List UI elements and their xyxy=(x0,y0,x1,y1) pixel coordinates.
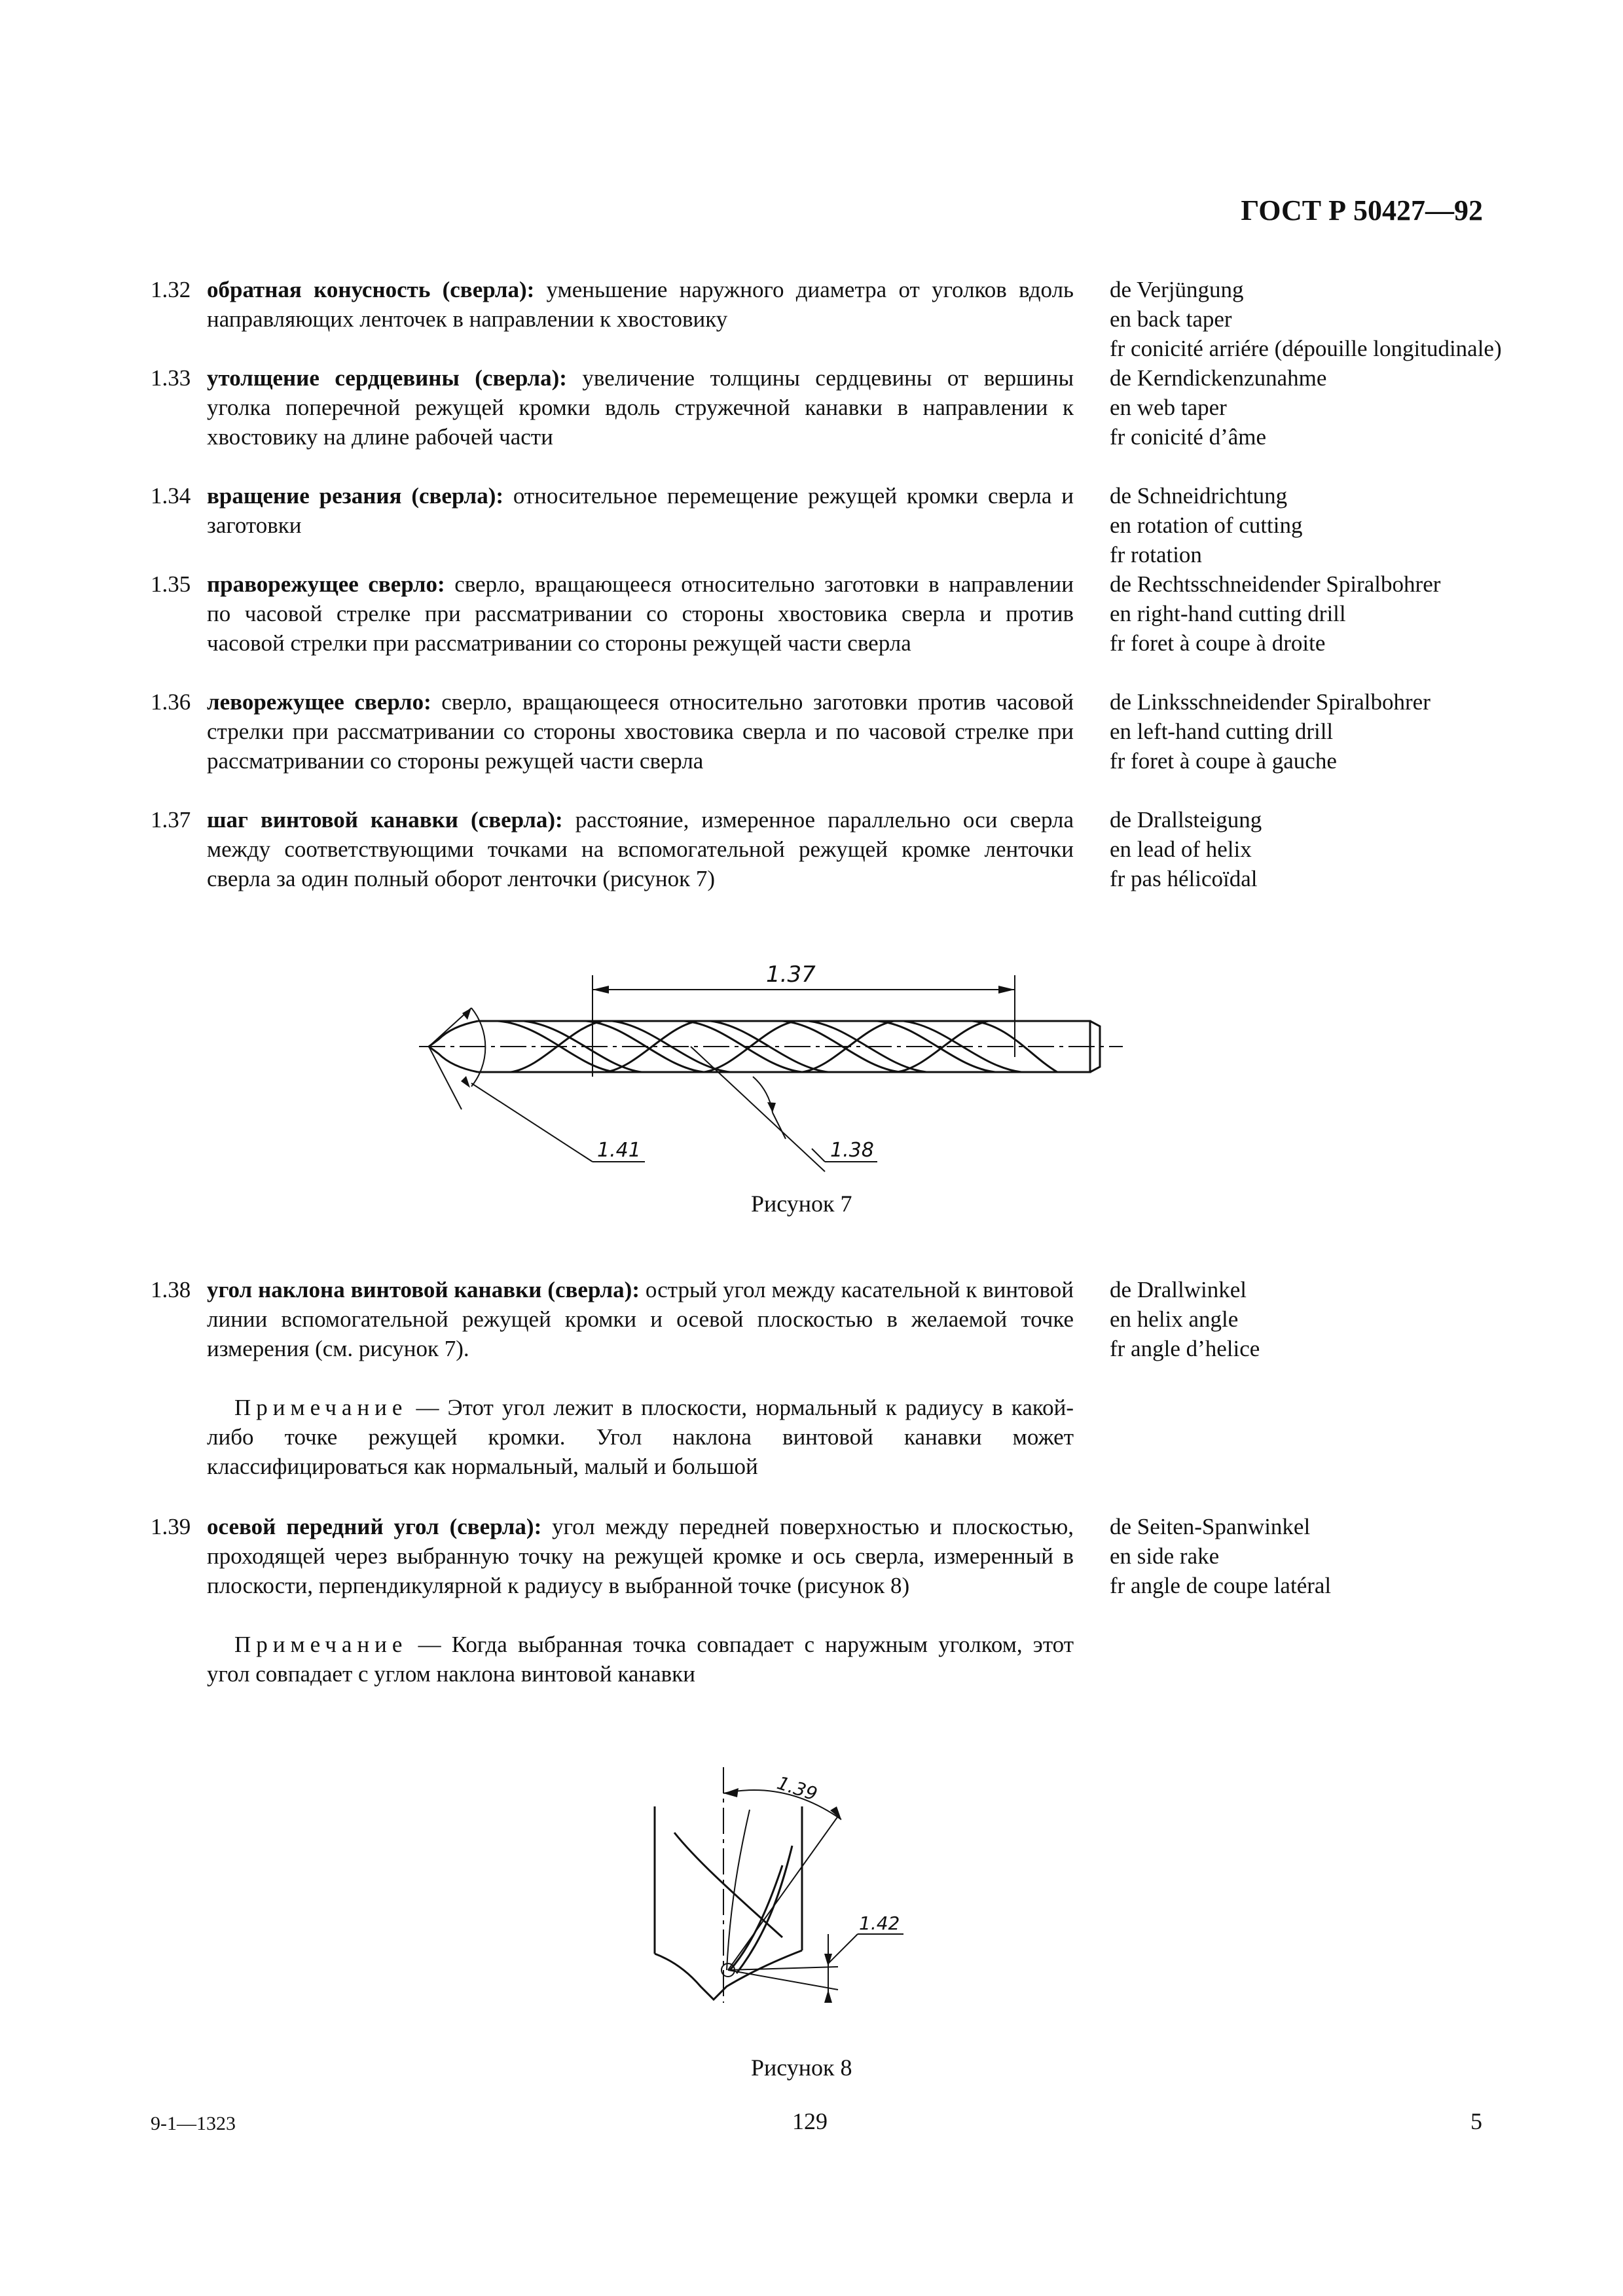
term-number: 1.32 xyxy=(151,277,191,302)
term-number: 1.33 xyxy=(151,365,191,391)
land-width-line xyxy=(728,1970,838,1990)
translation-en: en side rake xyxy=(1110,1543,1220,1569)
term-number: 1.35 xyxy=(151,571,191,597)
term-title: вращение резания (сверла): xyxy=(207,483,503,509)
term-definition xyxy=(207,275,1074,334)
definition-text: сверло, вращающееся относительно заготовки против часовой стрелки при рассматривании со стороны хвостовика сверла и по часовой стрелке при рассматривании со стороны режущей части сверла xyxy=(207,689,1074,774)
term-title: праворежущее сверло: xyxy=(207,571,445,597)
translation-de: de Verjüngung xyxy=(1110,277,1244,302)
translations xyxy=(1110,805,1516,893)
translation-fr: fr rotation xyxy=(1110,542,1202,567)
arrowhead-icon xyxy=(767,1102,776,1113)
term-title: утолщение сердцевины (сверла): xyxy=(207,365,567,391)
term-title: леворежущее сверло: xyxy=(207,689,431,715)
drill-tip-outline xyxy=(655,1950,802,2000)
translation-fr: fr angle de coupe latéral xyxy=(1110,1573,1332,1598)
translation-fr: fr angle d’helice xyxy=(1110,1336,1260,1361)
translation-de: de Drallwinkel xyxy=(1110,1277,1247,1302)
label-lead: 1.37 xyxy=(766,961,816,988)
definition-text: уменьшение наружного диаметра от уголков вдоль направляющих ленточек в направлении к хвостовику xyxy=(207,277,1074,332)
translation-en: en web taper xyxy=(1110,395,1227,420)
definition-text: острый угол между касательной к винтовой линии вспомогательной режущей кромки и осевой плоскостью в желаемой точке измерения (см. рисунок 7). xyxy=(207,1277,1074,1361)
translations xyxy=(1110,1512,1516,1600)
term-title: обратная конусность (сверла): xyxy=(207,277,535,302)
term-title: шаг винтовой канавки (сверла): xyxy=(207,807,563,833)
definition-text: угол между передней поверхностью и плоскостью, проходящей через выбранную точку на режущей кромке и ось сверла, измеренный в плоскости, перпендикулярной к радиусу в выбранной точке (рисунок 8) xyxy=(207,1514,1074,1598)
translation-en: en back taper xyxy=(1110,306,1232,332)
translation-de: de Schneidrichtung xyxy=(1110,483,1288,509)
note-label: Примечание xyxy=(234,1395,408,1420)
label-rake-angle: 1.39 xyxy=(774,1772,820,1805)
definition-text: сверло, вращающееся относительно заготовки в направлении по часовой стрелке при рассматривании со стороны хвостовика сверла и против часовой стрелки при рассматривании со стороны режущей части сверла xyxy=(207,571,1074,656)
term-title: угол наклона винтовой канавки (сверла): xyxy=(207,1277,640,1302)
term-number: 1.34 xyxy=(151,483,191,509)
point-angle-leg xyxy=(429,1047,462,1109)
flute-edge xyxy=(674,1833,782,1937)
term-number: 1.38 xyxy=(151,1277,191,1302)
leader-1-38-tail xyxy=(812,1149,825,1162)
translation-fr: fr foret à coupe à droite xyxy=(1110,630,1326,656)
flute-edge xyxy=(730,1865,782,1970)
standard-number: ГОСТ Р 50427—92 xyxy=(1241,194,1483,226)
note-text: — Когда выбранная точка совпадает с наружным уголком, этот угол совпадает с углом наклона винтовой канавки xyxy=(207,1632,1074,1687)
term-definition xyxy=(207,363,1074,452)
translations xyxy=(1110,569,1516,658)
label-land: 1.42 xyxy=(859,1912,900,1934)
arrowhead-icon xyxy=(461,1076,470,1088)
translation-en: en left-hand cutting drill xyxy=(1110,719,1334,744)
term-definition xyxy=(207,1275,1074,1363)
note-text: — Этот угол лежит в плоскости, нормальный к радиусу в какой-либо точке режущей кромки. Угол наклона винтовой канавки может классифицироваться как нормальный, малый и большой xyxy=(207,1395,1074,1479)
translation-en: en rotation of cutting xyxy=(1110,512,1303,538)
term-number: 1.39 xyxy=(151,1514,191,1539)
leader-1-41 xyxy=(471,1083,593,1162)
translations xyxy=(1110,481,1516,569)
translation-de: de Linksschneidender Spiralbohrer xyxy=(1110,689,1431,715)
translation-fr: fr foret à coupe à gauche xyxy=(1110,748,1337,774)
arrowhead-icon xyxy=(462,1008,471,1020)
translations xyxy=(1110,363,1516,452)
label-helix-angle: 1.38 xyxy=(830,1139,874,1162)
translation-fr: fr pas hélicoïdal xyxy=(1110,866,1258,891)
arrowhead-icon xyxy=(824,1990,832,2003)
translations xyxy=(1110,687,1516,776)
term-definition xyxy=(207,569,1074,658)
page-number-center: 129 xyxy=(792,2108,828,2134)
translation-de: de Drallsteigung xyxy=(1110,807,1262,833)
translation-fr: fr conicité arriére (dépouille longitudinale) xyxy=(1110,336,1502,361)
term-definition xyxy=(207,805,1074,893)
helix-flute xyxy=(877,1021,995,1072)
arrowhead-icon xyxy=(998,986,1015,994)
note-label: Примечание xyxy=(234,1632,408,1657)
note-1-39 xyxy=(207,1630,1074,1689)
translations xyxy=(1110,1275,1516,1363)
arrowhead-icon xyxy=(593,986,609,994)
label-point-angle: 1.41 xyxy=(597,1139,641,1162)
figure-7-drill-drawing xyxy=(419,942,1152,1178)
term-definition xyxy=(207,687,1074,776)
footer-code: 9-1—1323 xyxy=(151,2113,236,2134)
term-number: 1.37 xyxy=(151,807,191,833)
helix-angle-tick xyxy=(773,1113,786,1139)
definition-text: расстояние, измеренное параллельно оси сверла между соответствующими точками на вспомогательной режущей кромке ленточки сверла за один полный оборот ленточки (рисунок 7) xyxy=(207,807,1074,891)
land-width-line xyxy=(728,1967,838,1970)
translation-de: de Seiten-Spanwinkel xyxy=(1110,1514,1311,1539)
note-1-38 xyxy=(207,1393,1074,1481)
term-definition xyxy=(207,1512,1074,1600)
term-definition xyxy=(207,481,1074,540)
arrowhead-icon xyxy=(723,1788,739,1797)
translation-en: en right-hand cutting drill xyxy=(1110,601,1346,626)
translations xyxy=(1110,275,1516,363)
term-number: 1.36 xyxy=(151,689,191,715)
figure-7-caption: Рисунок 7 xyxy=(751,1191,852,1217)
translation-fr: fr conicité d’âme xyxy=(1110,424,1267,450)
rake-angle-leg xyxy=(728,1816,838,1970)
flute-edge xyxy=(737,1846,792,1973)
leader-1-42 xyxy=(828,1934,858,1964)
translation-de: de Rechtsschneidender Spiralbohrer xyxy=(1110,571,1441,597)
definition-text: увеличение толщины сердцевины от вершины уголка поперечной режущей кромки вдоль стружечной канавки в направлении к хвостовику на длине рабочей части xyxy=(207,365,1074,450)
translation-de: de Kerndickenzunahme xyxy=(1110,365,1327,391)
figure-8-drill-tip-drawing xyxy=(629,1754,969,2009)
figure-8-caption: Рисунок 8 xyxy=(751,2054,852,2081)
term-title: осевой передний угол (сверла): xyxy=(207,1514,542,1539)
translation-en: en lead of helix xyxy=(1110,836,1252,862)
translation-en: en helix angle xyxy=(1110,1306,1239,1332)
definition-text: относительное перемещение режущей кромки сверла и заготовки xyxy=(207,483,1074,538)
page-number-right: 5 xyxy=(1470,2108,1482,2134)
